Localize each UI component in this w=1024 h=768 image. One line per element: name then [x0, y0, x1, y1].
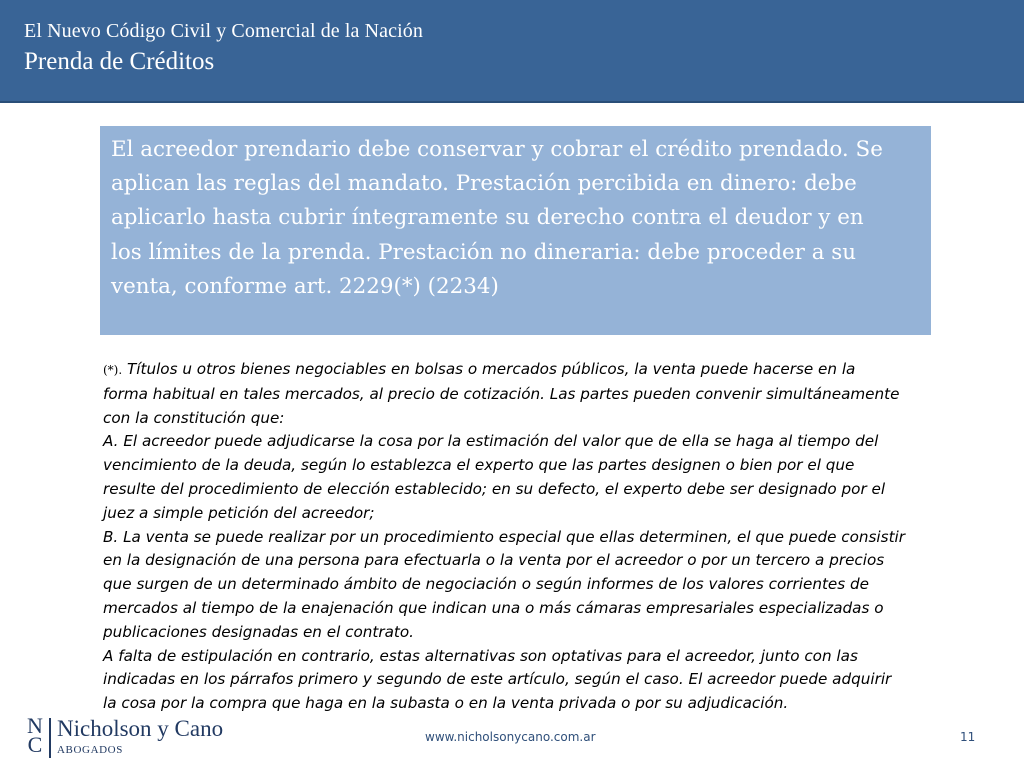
callout-text: [111, 133, 891, 304]
callout-line: venta, conforme art. 2229(*) (2234): [111, 273, 499, 299]
callout-line: los límites de la prenda. Prestación no dineraria: debe proceder a su: [111, 239, 857, 265]
footnote-line: vencimiento de la deuda, según lo establezca el experto que las partes designen o bien por el que: [103, 456, 855, 475]
footnote-line: resulte del procedimiento de elección establecido; en su defecto, el experto debe ser designado por el: [103, 479, 886, 498]
footnote-line: (*). Títulos u otros bienes negociables en bolsas o mercados públicos, la venta puede hacerse en la: [103, 360, 856, 378]
footnote-line: B. La venta se puede realizar por un procedimiento especial que ellas determinen, el que puede consistir: [103, 527, 905, 546]
footnote-line: indicadas en los párrafos primero y segundo de este artículo, según el caso. El acreedor puede adquirir: [103, 670, 892, 689]
footnote-line: con la constitución que:: [103, 408, 285, 427]
callout-line: El acreedor prendario debe conservar y cobrar el crédito prendado. Se: [111, 137, 883, 162]
logo-c: C: [27, 732, 43, 757]
callout-line: aplican las reglas del mandato. Prestación percibida en dinero: debe: [111, 171, 857, 197]
slide-header: [0, 0, 1024, 103]
footnote-line: publicaciones designadas en el contrato.: [103, 622, 414, 641]
slide-title: Prenda de Créditos: [24, 48, 215, 75]
footnote-line: en la designación de una persona para efectuarla o la venta por el acreedor o por un tercero a precios: [103, 551, 885, 570]
page-number: 11: [960, 730, 976, 744]
logo-monogram: [24, 713, 46, 757]
footer-url[interactable]: www.nicholsonycano.com.ar: [425, 730, 596, 744]
footnote-line: que surgen de un determinado ámbito de negociación o según informes de los valores corrientes de: [103, 575, 869, 594]
slide-supertitle: El Nuevo Código Civil y Comercial de la Nación: [24, 20, 423, 42]
footnote-line: A falta de estipulación en contrario, estas alternativas son optativas para el acreedor, junto con las: [103, 646, 858, 665]
footnote-line: forma habitual en tales mercados, al precio de cotización. Las partes pueden convenir simultáneamente: [103, 384, 900, 403]
footnote-line: A. El acreedor puede adjudicarse la cosa por la estimación del valor que de ella se haga al tiempo del: [103, 432, 879, 451]
callout-line: aplicarlo hasta cubrir íntegramente su derecho contra el deudor y en: [111, 205, 864, 231]
logo-divider: [49, 718, 51, 758]
footnote-marker: (*).: [103, 363, 123, 377]
footnote-line: mercados al tiempo de la enajenación que indican una o más cámaras empresariales especializadas o: [103, 598, 884, 617]
logo-subtitle: ABOGADOS: [57, 744, 123, 756]
footnote-line: la cosa por la compra que haga en la subasta o en la venta privada o por su adjudicación.: [103, 694, 789, 713]
footnote-line: juez a simple petición del acreedor;: [103, 503, 375, 522]
logo-n: N: [27, 713, 43, 738]
callout-box: [100, 126, 931, 335]
footnote-text: [103, 358, 953, 716]
firm-logo: [24, 712, 224, 760]
logo-firm-name: Nicholson y Cano: [57, 716, 224, 741]
